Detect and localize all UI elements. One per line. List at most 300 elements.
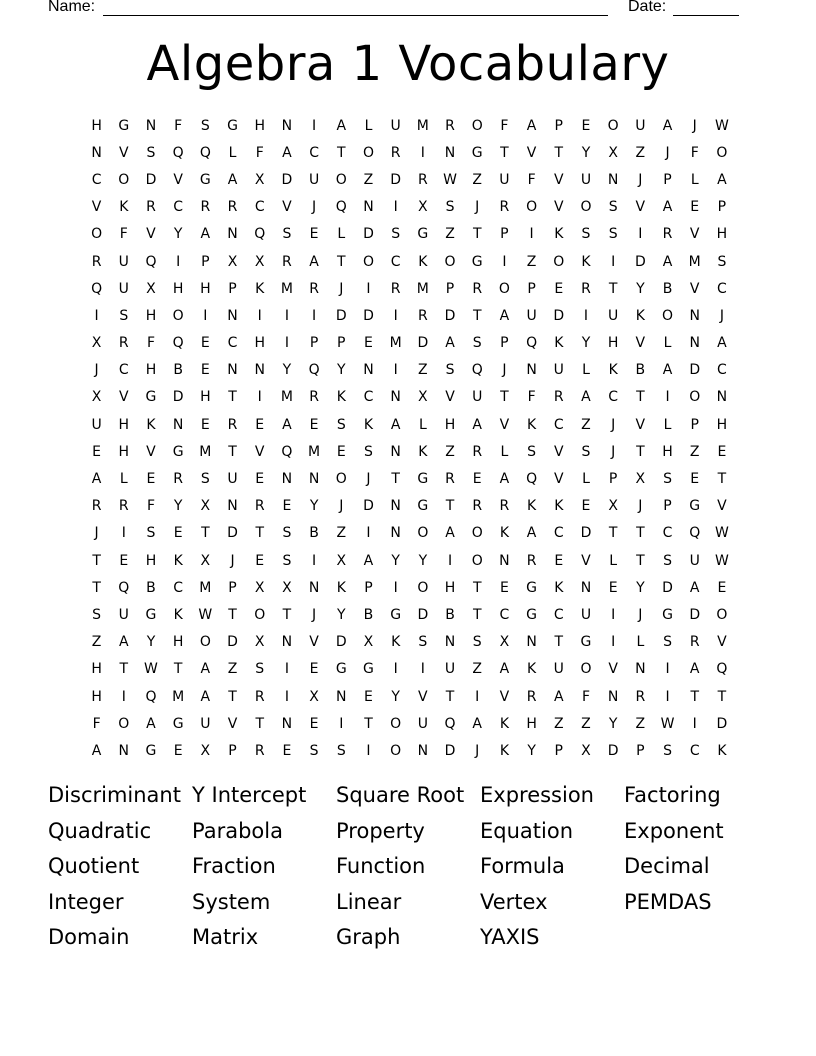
- grid-letter: I: [638, 226, 643, 243]
- grid-letter: R: [173, 471, 184, 488]
- grid-letter: M: [280, 389, 293, 406]
- grid-letter: S: [608, 226, 618, 243]
- grid-letter: P: [445, 280, 455, 297]
- grid-letter: N: [607, 171, 619, 188]
- grid-letter: Q: [145, 253, 157, 270]
- grid-letter: F: [527, 389, 536, 406]
- grid-letter: X: [254, 171, 265, 188]
- grid-letter: D: [335, 634, 347, 651]
- grid-letter: O: [580, 661, 592, 678]
- name-label: Name:: [48, 0, 96, 15]
- word-bank-item: Factoring: [624, 783, 721, 807]
- grid-letter: Z: [635, 715, 646, 732]
- grid-letter: A: [662, 117, 673, 134]
- grid-letter: B: [445, 606, 455, 623]
- grid-letter: T: [228, 443, 237, 460]
- grid-letter: Q: [471, 362, 483, 379]
- grid-letter: C: [499, 606, 510, 623]
- grid-letter: E: [364, 688, 373, 705]
- grid-letter: D: [662, 579, 673, 596]
- grid-letter: J: [665, 144, 670, 161]
- grid-letter: G: [172, 715, 184, 732]
- word-bank-item: Fraction: [192, 854, 276, 879]
- grid-letter: W: [714, 552, 729, 569]
- word-bank-item: Integer: [48, 889, 124, 914]
- grid-letter: R: [118, 335, 129, 352]
- grid-letter: O: [553, 253, 565, 270]
- grid-letter: P: [554, 117, 563, 134]
- grid-letter: D: [634, 253, 646, 270]
- grid-letter: M: [308, 443, 321, 460]
- grid-letter: K: [608, 362, 618, 379]
- grid-letter: P: [500, 226, 509, 243]
- grid-letter: K: [554, 498, 564, 515]
- grid-letter: H: [716, 416, 728, 433]
- grid-letter: V: [499, 416, 510, 433]
- grid-letter: J: [366, 471, 371, 488]
- grid-letter: P: [636, 742, 645, 759]
- grid-letter: E: [309, 226, 319, 243]
- grid-letter: A: [499, 661, 510, 678]
- grid-letter: Y: [309, 498, 319, 515]
- grid-letter: Y: [337, 362, 346, 379]
- grid-letter: L: [337, 226, 346, 243]
- grid-letter: R: [417, 171, 428, 188]
- grid-letter: L: [582, 471, 590, 488]
- grid-letter: J: [692, 117, 697, 134]
- word-search-grid: [83, 112, 740, 765]
- grid-letter: T: [364, 715, 373, 732]
- grid-letter: O: [689, 389, 701, 406]
- grid-letter: P: [228, 280, 237, 297]
- grid-letter: R: [254, 688, 265, 705]
- grid-letter: O: [362, 253, 374, 270]
- grid-letter: N: [118, 742, 130, 759]
- grid-letter: Z: [526, 253, 537, 270]
- grid-letter: U: [118, 606, 129, 623]
- grid-letter: U: [499, 171, 510, 188]
- grid-letter: E: [173, 742, 183, 759]
- grid-letter: N: [227, 498, 238, 515]
- header-line: [48, 0, 748, 20]
- grid-letter: S: [200, 117, 210, 134]
- grid-letter: G: [390, 606, 402, 623]
- grid-letter: H: [145, 552, 157, 569]
- grid-letter: M: [280, 280, 293, 297]
- grid-letter: D: [363, 307, 374, 324]
- grid-letter: B: [173, 362, 183, 379]
- grid-letter: R: [499, 498, 510, 515]
- grid-letter: N: [254, 362, 265, 379]
- grid-row: [83, 574, 740, 601]
- grid-letter: T: [554, 144, 564, 161]
- grid-letter: W: [144, 661, 158, 678]
- grid-letter: T: [228, 606, 237, 623]
- grid-letter: O: [471, 117, 483, 134]
- grid-letter: T: [472, 606, 482, 623]
- grid-letter: W: [443, 171, 457, 188]
- grid-letter: L: [609, 552, 618, 569]
- grid-letter: D: [689, 606, 701, 623]
- grid-letter: D: [417, 335, 429, 352]
- grid-letter: W: [198, 606, 213, 623]
- grid-letter: X: [254, 253, 265, 270]
- grid-letter: X: [499, 634, 510, 651]
- grid-letter: L: [119, 471, 128, 488]
- grid-letter: G: [580, 634, 592, 651]
- grid-letter: C: [227, 335, 238, 352]
- grid-letter: S: [92, 606, 102, 623]
- grid-letter: M: [416, 280, 429, 297]
- grid-letter: C: [662, 525, 673, 542]
- grid-letter: V: [553, 443, 564, 460]
- grid-letter: I: [339, 715, 344, 732]
- grid-letter: K: [336, 389, 346, 406]
- grid-letter: T: [445, 688, 455, 705]
- grid-letter: A: [553, 688, 564, 705]
- grid-letter: R: [390, 280, 401, 297]
- grid-letter: H: [444, 579, 456, 596]
- grid-letter: G: [417, 471, 429, 488]
- grid-letter: D: [227, 525, 238, 542]
- grid-letter: E: [255, 552, 265, 569]
- grid-letter: I: [176, 253, 181, 270]
- grid-letter: R: [445, 117, 455, 134]
- grid-letter: B: [635, 362, 646, 379]
- date-label: Date:: [628, 0, 667, 15]
- date-blank-line[interactable]: [673, 15, 739, 16]
- grid-letter: S: [663, 552, 672, 569]
- grid-letter: A: [472, 715, 482, 732]
- grid-letter: E: [581, 117, 591, 134]
- grid-letter: E: [717, 579, 727, 596]
- grid-letter: O: [716, 144, 728, 161]
- grid-letter: K: [581, 253, 591, 270]
- grid-letter: F: [527, 171, 536, 188]
- grid-letter: N: [689, 307, 700, 324]
- grid-letter: P: [663, 171, 672, 188]
- grid-letter: N: [308, 579, 320, 596]
- grid-letter: U: [390, 117, 401, 134]
- grid-letter: V: [608, 661, 618, 678]
- grid-letter: R: [227, 199, 238, 216]
- grid-letter: A: [118, 634, 129, 651]
- grid-letter: D: [363, 498, 374, 515]
- grid-letter: Z: [472, 661, 483, 678]
- grid-letter: L: [690, 171, 699, 188]
- grid-letter: Q: [199, 144, 211, 161]
- grid-letter: S: [472, 634, 482, 651]
- grid-letter: E: [554, 552, 564, 569]
- grid-letter: N: [336, 688, 347, 705]
- grid-letter: I: [257, 389, 262, 406]
- grid-letter: V: [689, 226, 700, 243]
- grid-letter: E: [200, 362, 210, 379]
- grid-letter: P: [364, 579, 373, 596]
- grid-letter: A: [282, 144, 292, 161]
- grid-letter: H: [254, 335, 265, 352]
- grid-letter: T: [500, 144, 509, 161]
- grid-letter: V: [635, 335, 646, 352]
- word-bank-item: Exponent: [624, 818, 724, 843]
- grid-letter: G: [363, 661, 374, 678]
- grid-letter: G: [118, 117, 130, 134]
- name-blank-line[interactable]: [103, 15, 608, 16]
- grid-letter: O: [362, 144, 374, 161]
- grid-letter: A: [526, 117, 537, 134]
- grid-letter: R: [472, 498, 483, 515]
- grid-letter: Q: [172, 144, 184, 161]
- grid-letter: N: [390, 525, 401, 542]
- grid-letter: U: [553, 362, 564, 379]
- grid-letter: J: [230, 552, 235, 569]
- grid-row: [83, 411, 740, 438]
- grid-letter: F: [255, 144, 264, 161]
- grid-letter: D: [363, 226, 374, 243]
- grid-letter: D: [417, 606, 429, 623]
- grid-letter: S: [608, 199, 618, 216]
- grid-letter: J: [638, 498, 643, 515]
- grid-letter: U: [580, 606, 592, 623]
- grid-row: [83, 656, 740, 683]
- grid-letter: S: [282, 226, 292, 243]
- grid-letter: C: [363, 389, 374, 406]
- grid-letter: I: [611, 253, 616, 270]
- grid-letter: L: [663, 335, 672, 352]
- grid-row: [83, 465, 740, 492]
- grid-letter: X: [282, 579, 292, 596]
- grid-letter: R: [146, 199, 156, 216]
- word-bank-item: PEMDAS: [624, 889, 712, 914]
- grid-letter: R: [526, 688, 537, 705]
- grid-letter: X: [91, 389, 102, 406]
- grid-letter: C: [118, 362, 129, 379]
- grid-letter: W: [714, 117, 729, 134]
- grid-letter: N: [227, 362, 238, 379]
- grid-letter: V: [118, 389, 129, 406]
- grid-letter: A: [662, 253, 673, 270]
- grid-letter: J: [475, 742, 480, 759]
- grid-letter: B: [309, 525, 319, 542]
- grid-letter: X: [146, 280, 156, 297]
- grid-letter: S: [663, 742, 672, 759]
- grid-letter: J: [339, 498, 344, 515]
- grid-letter: X: [418, 199, 428, 216]
- grid-letter: I: [583, 307, 589, 324]
- grid-letter: I: [312, 307, 317, 324]
- grid-row: [83, 248, 740, 275]
- grid-letter: G: [526, 579, 538, 596]
- grid-letter: D: [145, 171, 157, 188]
- grid-letter: Q: [335, 199, 347, 216]
- grid-letter: Y: [173, 498, 183, 515]
- grid-letter: I: [393, 199, 398, 216]
- grid-letter: W: [714, 525, 729, 542]
- grid-letter: N: [281, 471, 293, 488]
- grid-letter: U: [308, 171, 320, 188]
- grid-letter: N: [689, 335, 700, 352]
- grid-letter: O: [580, 199, 592, 216]
- grid-letter: V: [553, 471, 564, 488]
- grid-letter: Y: [581, 144, 591, 161]
- grid-letter: J: [312, 606, 317, 623]
- grid-letter: N: [526, 634, 537, 651]
- grid-letter: J: [611, 443, 616, 460]
- grid-letter: I: [121, 688, 126, 705]
- grid-letter: I: [257, 307, 262, 324]
- grid-letter: N: [499, 552, 510, 569]
- grid-letter: C: [91, 171, 102, 188]
- grid-letter: C: [553, 525, 564, 542]
- grid-letter: G: [172, 443, 184, 460]
- grid-letter: S: [282, 525, 292, 542]
- grid-letter: G: [662, 606, 673, 623]
- grid-letter: I: [203, 307, 208, 324]
- grid-letter: R: [309, 389, 319, 406]
- word-bank-item: Decimal: [624, 854, 710, 879]
- grid-letter: D: [689, 362, 701, 379]
- grid-row: [83, 520, 740, 547]
- word-bank-item: Square Root: [336, 783, 465, 807]
- grid-letter: G: [145, 606, 157, 623]
- grid-letter: J: [502, 362, 507, 379]
- grid-letter: A: [472, 416, 482, 433]
- grid-letter: R: [635, 688, 646, 705]
- grid-letter: K: [363, 416, 374, 433]
- grid-letter: A: [445, 335, 455, 352]
- grid-letter: Z: [581, 416, 591, 433]
- grid-letter: P: [663, 498, 672, 515]
- grid-letter: F: [92, 715, 101, 732]
- grid-letter: O: [172, 307, 184, 324]
- word-bank-item: Function: [336, 854, 426, 879]
- grid-letter: H: [526, 715, 537, 732]
- grid-letter: Y: [418, 552, 428, 569]
- grid-letter: T: [337, 253, 346, 270]
- grid-letter: I: [420, 661, 425, 678]
- grid-letter: C: [173, 579, 184, 596]
- grid-row: [83, 438, 740, 465]
- grid-letter: M: [688, 253, 701, 270]
- grid-letter: E: [173, 525, 183, 542]
- grid-letter: G: [417, 498, 429, 515]
- grid-letter: T: [608, 525, 618, 542]
- grid-letter: K: [146, 416, 156, 433]
- grid-letter: E: [554, 280, 564, 297]
- grid-letter: I: [366, 525, 371, 542]
- grid-letter: S: [146, 525, 156, 542]
- grid-letter: N: [363, 362, 374, 379]
- grid-letter: F: [119, 226, 128, 243]
- grid-letter: D: [716, 715, 728, 732]
- grid-letter: S: [527, 443, 537, 460]
- grid-letter: O: [199, 634, 211, 651]
- grid-row: [83, 166, 740, 193]
- grid-letter: S: [391, 226, 401, 243]
- grid-letter: S: [309, 742, 319, 759]
- grid-letter: F: [174, 117, 183, 134]
- grid-letter: P: [309, 335, 319, 352]
- grid-letter: J: [475, 199, 480, 216]
- grid-letter: U: [526, 307, 537, 324]
- grid-letter: R: [662, 226, 673, 243]
- grid-letter: G: [471, 144, 483, 161]
- grid-letter: K: [255, 280, 265, 297]
- grid-letter: O: [498, 280, 510, 297]
- grid-letter: V: [118, 144, 129, 161]
- grid-letter: O: [118, 171, 130, 188]
- grid-letter: S: [255, 661, 265, 678]
- grid-letter: G: [227, 117, 238, 134]
- grid-letter: A: [282, 416, 292, 433]
- grid-letter: V: [717, 498, 727, 515]
- grid-letter: Q: [308, 362, 320, 379]
- grid-letter: N: [526, 362, 537, 379]
- grid-letter: H: [91, 688, 102, 705]
- grid-letter: N: [390, 498, 401, 515]
- grid-letter: N: [580, 579, 592, 596]
- grid-letter: X: [254, 634, 265, 651]
- grid-letter: A: [390, 416, 401, 433]
- grid-letter: K: [499, 525, 509, 542]
- grid-letter: F: [146, 498, 155, 515]
- grid-letter: E: [364, 335, 373, 352]
- grid-letter: F: [581, 688, 590, 705]
- grid-letter: O: [390, 742, 402, 759]
- grid-letter: U: [200, 715, 211, 732]
- grid-letter: A: [336, 117, 347, 134]
- grid-letter: U: [118, 280, 129, 297]
- grid-letter: Y: [173, 226, 183, 243]
- grid-letter: A: [689, 661, 700, 678]
- grid-letter: S: [336, 416, 346, 433]
- grid-letter: A: [363, 552, 374, 569]
- grid-letter: T: [636, 552, 645, 569]
- grid-letter: R: [472, 443, 483, 460]
- grid-letter: Y: [608, 715, 618, 732]
- grid-letter: I: [611, 634, 616, 651]
- grid-letter: H: [607, 335, 619, 352]
- grid-letter: T: [445, 498, 455, 515]
- grid-letter: T: [337, 144, 346, 161]
- grid-letter: T: [228, 688, 237, 705]
- grid-letter: L: [500, 443, 509, 460]
- grid-letter: N: [172, 416, 184, 433]
- word-bank: [48, 779, 768, 957]
- grid-letter: E: [309, 661, 319, 678]
- grid-letter: N: [390, 443, 401, 460]
- grid-letter: X: [608, 144, 618, 161]
- grid-letter: C: [717, 362, 727, 379]
- grid-letter: Q: [444, 715, 456, 732]
- word-bank-item: Quadratic: [48, 818, 152, 843]
- grid-letter: O: [417, 525, 429, 542]
- grid-letter: S: [663, 634, 672, 651]
- grid-letter: V: [173, 171, 183, 188]
- grid-letter: I: [447, 552, 453, 569]
- grid-letter: K: [499, 715, 509, 732]
- grid-letter: U: [580, 171, 592, 188]
- grid-letter: J: [339, 280, 344, 297]
- grid-letter: S: [581, 226, 591, 243]
- grid-letter: U: [227, 471, 238, 488]
- grid-letter: I: [393, 661, 398, 678]
- grid-letter: R: [553, 389, 564, 406]
- grid-letter: V: [526, 144, 537, 161]
- grid-letter: X: [336, 552, 347, 569]
- grid-letter: S: [200, 471, 210, 488]
- grid-letter: N: [417, 742, 429, 759]
